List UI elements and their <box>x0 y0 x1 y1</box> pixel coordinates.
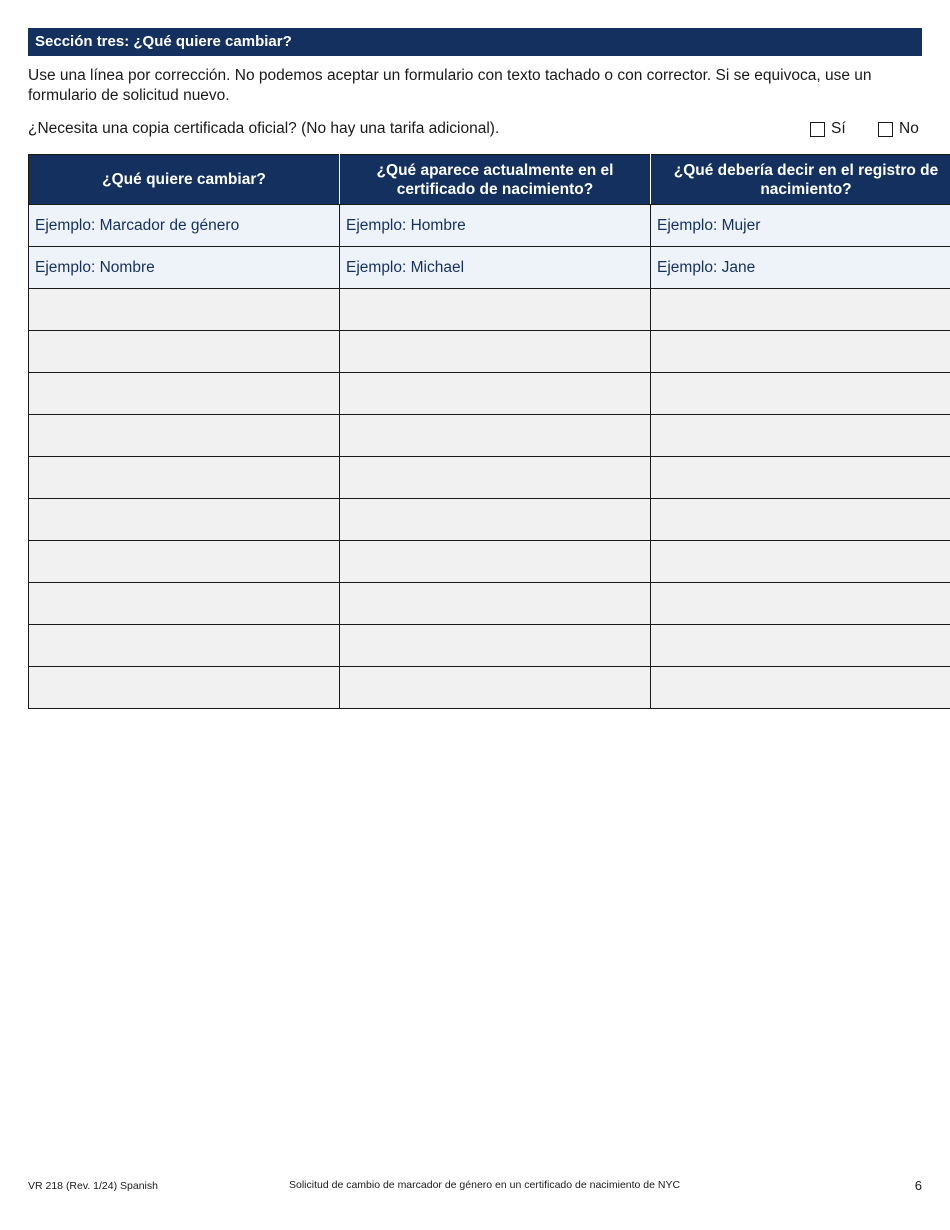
entry-field-change[interactable] <box>29 289 340 331</box>
entry-row <box>29 583 950 625</box>
header-current-value: ¿Qué aparece actualmente en el certificado de nacimiento? <box>340 155 651 205</box>
entry-row <box>29 667 950 709</box>
entry-field-new[interactable] <box>651 583 950 625</box>
entry-field-new[interactable] <box>651 289 950 331</box>
entry-field-current[interactable] <box>340 415 651 457</box>
entry-field-current[interactable] <box>340 583 651 625</box>
entry-row <box>29 331 950 373</box>
entry-field-new[interactable] <box>651 667 950 709</box>
entry-field-current[interactable] <box>340 331 651 373</box>
entry-field-new[interactable] <box>651 373 950 415</box>
entry-field-change[interactable] <box>29 625 340 667</box>
entry-row <box>29 373 950 415</box>
example-cell: Ejemplo: Mujer <box>651 205 950 247</box>
entry-field-change[interactable] <box>29 331 340 373</box>
certified-copy-question: ¿Necesita una copia certificada oficial? (No hay una tarifa adicional). <box>28 120 500 137</box>
entry-field-new[interactable] <box>651 541 950 583</box>
yes-checkbox[interactable] <box>810 122 825 137</box>
no-checkbox[interactable] <box>878 122 893 137</box>
entry-row <box>29 289 950 331</box>
entry-field-new[interactable] <box>651 415 950 457</box>
example-row <box>29 247 950 289</box>
entry-field-new[interactable] <box>651 625 950 667</box>
entry-field-current[interactable] <box>340 373 651 415</box>
header-what-to-change: ¿Qué quiere cambiar? <box>29 155 340 205</box>
example-cell: Ejemplo: Jane <box>651 247 950 289</box>
entry-field-change[interactable] <box>29 457 340 499</box>
no-label: No <box>899 120 919 137</box>
entry-field-current[interactable] <box>340 457 651 499</box>
header-new-value: ¿Qué debería decir en el registro de nacimiento? <box>651 155 950 205</box>
entry-field-new[interactable] <box>651 499 950 541</box>
form-title: Solicitud de cambio de marcador de género en un certificado de nacimiento de NYC <box>289 1179 681 1191</box>
entry-field-current[interactable] <box>340 667 651 709</box>
entry-field-current[interactable] <box>340 499 651 541</box>
example-cell: Ejemplo: Hombre <box>340 205 651 247</box>
entry-field-new[interactable] <box>651 457 950 499</box>
entry-field-current[interactable] <box>340 289 651 331</box>
changes-table <box>28 154 950 709</box>
entry-row <box>29 415 950 457</box>
example-cell: Ejemplo: Marcador de género <box>29 205 340 247</box>
yes-label: Sí <box>831 120 846 137</box>
entry-field-current[interactable] <box>340 541 651 583</box>
section-title: Sección tres: ¿Qué quiere cambiar? <box>35 33 292 50</box>
entry-field-change[interactable] <box>29 583 340 625</box>
entry-field-change[interactable] <box>29 373 340 415</box>
entry-row <box>29 499 950 541</box>
page-number: 6 <box>914 1178 922 1193</box>
entry-field-change[interactable] <box>29 415 340 457</box>
entry-field-current[interactable] <box>340 625 651 667</box>
certified-copy-no-option[interactable] <box>878 119 919 139</box>
entry-field-new[interactable] <box>651 331 950 373</box>
entry-field-change[interactable] <box>29 499 340 541</box>
entry-row <box>29 457 950 499</box>
example-cell: Ejemplo: Nombre <box>29 247 340 289</box>
table-header-row <box>29 155 950 205</box>
example-cell: Ejemplo: Michael <box>340 247 651 289</box>
entry-row <box>29 541 950 583</box>
form-id: VR 218 (Rev. 1/24) Spanish <box>28 1180 158 1192</box>
instructions-text: Use una línea por corrección. No podemos aceptar un formulario con texto tachado o con corrector. Si se equivoca, use un formulario de solicitud nuevo. <box>28 67 872 104</box>
entry-row <box>29 625 950 667</box>
section-header <box>28 28 922 56</box>
certified-copy-yes-option[interactable] <box>810 119 846 139</box>
entry-field-change[interactable] <box>29 667 340 709</box>
entry-field-change[interactable] <box>29 541 340 583</box>
example-row <box>29 205 950 247</box>
